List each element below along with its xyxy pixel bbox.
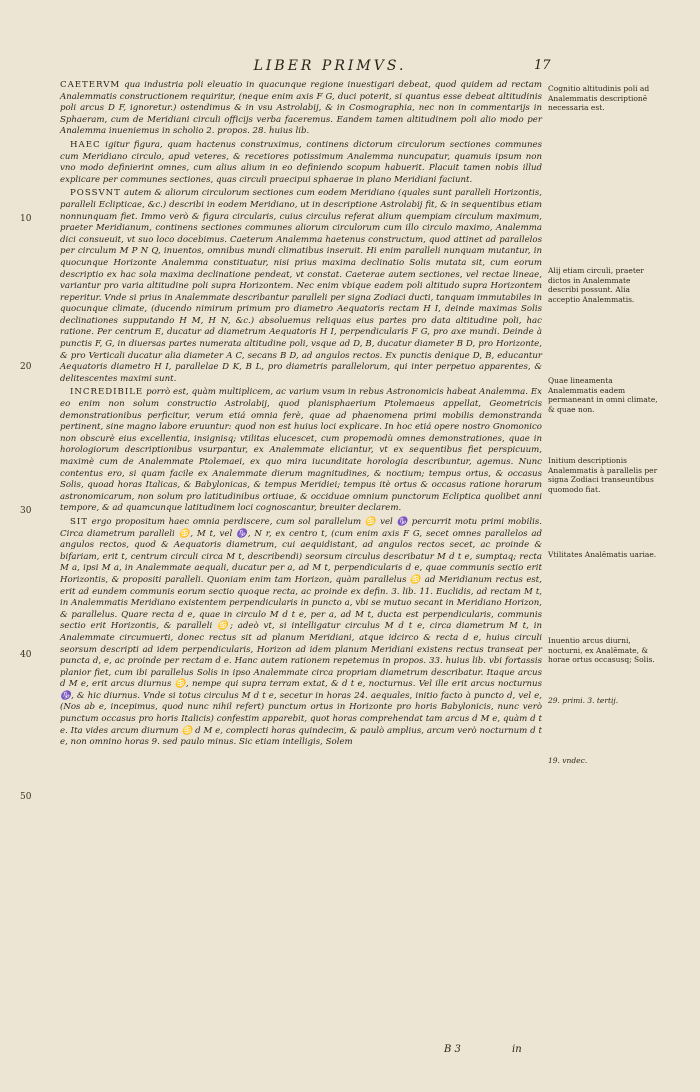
paragraph-1 [60,80,542,138]
paragraph-lead: CAETERVM [60,80,121,90]
paragraph-5 [60,517,542,749]
margin-note: Initium descriptionis Analemmatis à parallelis per signa Zodiaci transeuntibus quomodo fiat. [548,456,658,494]
paragraph-body: igitur figura, quam hactenus construximus, continens dictorum circulorum sectiones communes cum Meridiano circulo, apud veteres, & recetiores potissimum Analemma nuncupatur, quamuis ipsum non vno modo definierint omnes, cum alius alium in eo definiendo scopum habuerit. Placuit tamen nobis illud explicare per communes sectiones, quas circuli praecipui sphaerae in plano Meridiani faciunt. [60,139,542,185]
margin-note: 29. primi. 3. tertij. [548,696,619,705]
margin-note: 19. vndec. [548,756,588,765]
line-number-20: 20 [20,362,32,372]
catchword: in [512,1044,522,1055]
paragraph-lead: HAEC [70,139,101,150]
paragraph-lead: POSSVNT [70,188,121,199]
line-number-30: 30 [20,506,32,516]
signature-mark: B 3 [444,1044,461,1055]
margin-note: Inuentio arcus diurni, nocturni, ex Analēmate, & horae ortus occasusq; Solis. [548,636,655,665]
line-number-50: 50 [20,792,32,802]
paragraph-body: qua industria poli eleuatio in quacunque regione inuestigari debeat, quod quidem ad rectam Analemmatis constructionem requiritur, (neque enim axis F G, duci poterit, si quantus esse debeat altitudinis poli arcus D F, ignoretur.) ostendimus & in vsu Astrolabij, & in Cosmographia, nec non in commentarijs in Sphaeram, cum de Meridiani circuli officijs verba faceremus. Eandem tamen altitudinem poli alio modo per Analemma inueniemus in scholio 2. propos. 28. huius lib. [60,80,542,137]
running-title: LIBER PRIMVS. [253,58,407,74]
page-number: 17 [534,58,551,73]
main-text [60,80,542,751]
paragraph-body: autem & aliorum circulorum sectiones cum eodem Meridiano (quales sunt paralleli Horizontis, paralleli Eclipticae, &c.) describi in eodem Meridiano, ut in descriptione Astrolabij fit, & in sequentibus etiam nonnunquam fiet. Immo verò & figura circularis, cuius circulus referat alium quempiam circulum maximum, praeter Meridianum, continens sectiones communes aliorum circulorum cum illo circulo maximo, Analemma dici consueuit, vt suo loco docebimus. Caeterum Analemma haetenus constructum, quod attinet ad parallelos per circulum M P N Q, inuentos, omnibus mundi climatibus inseruit. Hi enim paralleli nunquam mutantur, in quocunque Horizonte Analemma constituatur, nisi prius maxima declinatio Solis mutata sit, cum eorum descriptio ex hac sola maxima declinatione pendeat, vt constat. Caeterae autem sectiones, vel rectae lineae, variantur pro varia altitudine poli supra Horizontem. Nec enim vbique eadem poli altitudo supra Horizontem reperitur. Vnde si prius in Analemmate describantur paralleli per signa Zodiaci ducti, tanquam immutabiles in quocunque climate, (ducendo nimirum primum pro diametro Aequatoris rectam H I, deinde maximas Solis declinationes supputando H M, H N, &c.) absoluemus reliquas eius partes pro data altitudine poli, hac ratione. Per centrum E, ducatur ad diametrum Aequatoris H I, perpendicularis F G, pro axe mundi. Deinde à punctis F, G, in diuersas partes numerata altitudine poli, vsque ad D, B, ducatur diameter B D, pro Horizonte, & pro Verticali ducatur alia diameter A C, secans B D, ad angulos rectos. Ex punctis denique D, B, educantur Aequatoris diametro H I, parallelae D K, B L, pro diametris parallelorum, qui inter perpetuo apparentes, & delitescentes maximi sunt. [60,188,542,384]
paragraph-lead: INCREDIBILE [70,387,144,398]
paragraph-4 [60,387,542,515]
margin-note: Cognitio altitudinis poli ad Analemmatis descriptionē necessaria est. [548,84,650,113]
margin-note: Alij etiam circuli, praeter dictos in Analemmate describi possunt. Alia acceptio Analemmatis. [548,266,644,304]
paragraph-body: porrò est, quàm multiplicem, ac varium vsum in rebus Astronomicis habeat Analemma. Ex eo enim non solum constructio Astrolabij, quod planisphaerium Ptolemaeus appellat, Geometricis demonstrationibus perficitur, verum etiá omnia ferè, quae ad phaenomena primi mobilis demonstranda pertinent, sine magno labore eruuntur: quod non est huius loci explicare. In hoc etiá opere nostro Gnomonico non obscurè eius excellentia, insignisq; vtilitas elucescet, cum propemodù omnes demonstrationes, quae in horologiorum descriptionibus vsurpantur, ex Analemmate eliciantur, vt ex sequentibus fiet perspicuum, maximè cum de Analemmate Ptolemaei, ex quo mira iucunditate horologia describuntur, agemus. Nunc contentus ero, si quam facile ex Analemmate dierum magnitudines, & noctium; tempus ortus, & occasus Solis, quoad horas Italicas, & Babylonicas, & tempus Meridiei; tempus itè ortus & occasus ratione horarum astronomicarum, non solum pro latitudinibus ortiuae, & occiduae omnium punctorum Ecliptica quolibet anni tempore, & ad quamcunque latitudinem loci cognoscantur, breuiter declarem. [60,387,542,514]
margin-note: Quae lineamenta Analemmatis eadem permaneant in omni climate, & quae non. [548,376,658,414]
margin-note: Vtilitates Analēmatis uariae. [548,550,657,559]
line-number-10: 10 [20,214,32,224]
running-head [0,58,700,82]
paragraph-3 [60,188,542,385]
paragraph-2 [60,140,542,186]
paragraph-lead: SIT [70,516,89,527]
line-number-40: 40 [20,650,32,660]
paragraph-body: ergo propositum haec omnia perdiscere, cum sol parallelum ♋ vel ♑ percurrit motu primi mobilis. Circa diametrum paralleli ♋, M t, vel ♑, N r, ex centro t, (cum enim axis F G, secet omnes parallelos ad angulos rectos, quod & Aequatoris diametrum, cui aequidistant, ad angulos rectos secet, ac proinde & bifariam, erit t, centrum circuli circa M t, describendi) seorsum circulus describatur M d t e, sumptaq; recta M a, ipsi M a, in Analemmate aequali, ducatur per a, ad M t, perpendicularis d e, quae communis sectio erit Horizontis, & propositi paralleli. Quoniam enim tam Horizon, quàm parallelus ♋ ad Meridianum rectus est, erit ad eundem communis eorum sectio quoque recta, ac proinde ex defin. 3. lib. 11. Euclidis, ad rectam M t, in Analemmatis Meridiano existentem perpendicularis in puncto a, vbi se mutuo secant in Meridiano Horizon, & parallelus. Quare recta d e, quae in circulo M d t e, per a, ad M t, ducta est perpendicularis, communis sectio erit Horizontis, & paralleli ♋; adeò vt, si intelligatur circulus M d t e, circa diametrum M t, in Analemmate circumuerti, donec rectus sit ad planum Meridiani, atque idcirco & recta d e, huius circuli seorsum descripti ad idem perpendicularis, Horizon ad idem planum Meridiani existens rectus transeat per puncta d, e, ac proinde per rectam d e. Hanc autem rationem repetemus in propos. 33. huius lib. vbi fortassis planior fiet, cum ibi parallelus Solis in ipso Analemmate circa propriam diametrum describatur. Itaque arcus d M e, erit arcus diurnus ♋, nempe qui supra terram extat, & d t e, nocturnus. Vel ille erit arcus nocturnus ♑, & hic diurnus. Vnde si totus circulus M d t e, secetur in horas 24. aequales, initio facto à puncto d, vel e, (Nos ab e, incepimus, quod nunc nihil refert) punctum ortus in Horizonte pro horis Babylonicis, nunc verò punctum occasus pro horis Italicis) confestim apparebit, quot horas comprehendat tam arcus d M e, quàm d t e. Ita vides arcum diurnum ♋ d M e, complecti horas quindecim, & paulò amplius, arcum verò nocturnum d t e, non omnino horas 9. sed paulo minus. Sic etiam intelligis, Solem [60,516,542,748]
